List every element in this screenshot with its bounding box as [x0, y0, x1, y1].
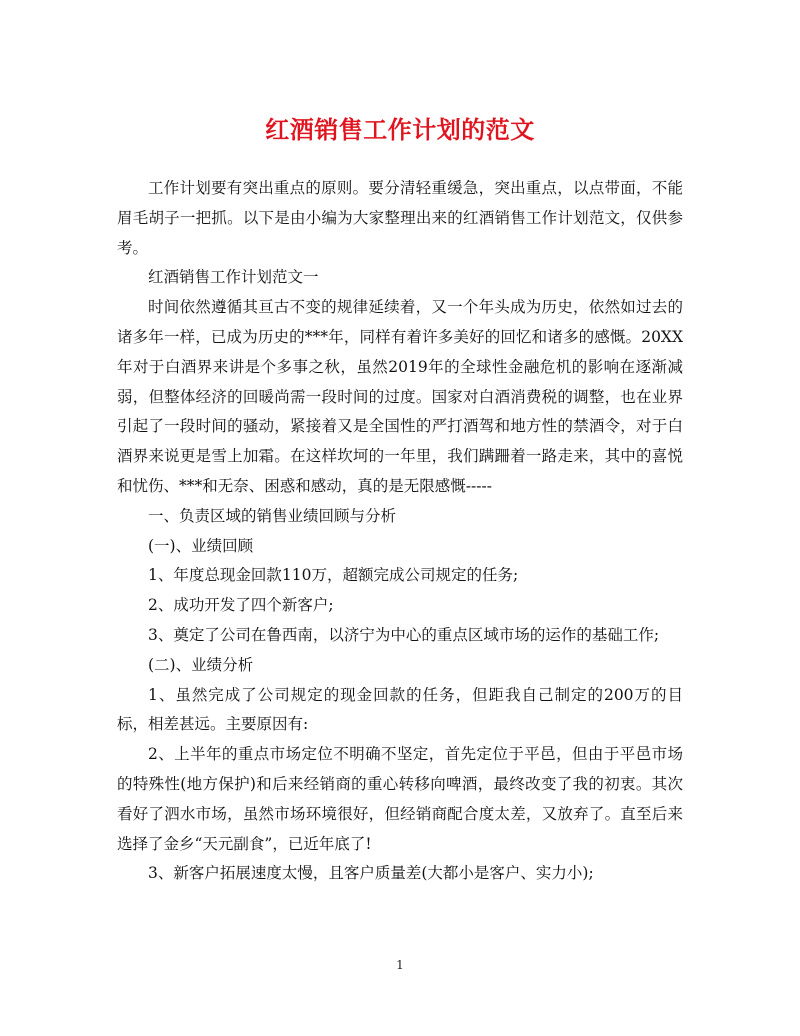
paragraph-subheading-2: (二)、业绩分析	[148, 655, 254, 674]
paragraph-analysis-2: 2、上半年的重点市场定位不明确不坚定，首先定位于平邑，但由于平邑市场的特殊性(地方保护)和后来经销商的重心转移向啤酒，最终改变了我的初衷。其次看好了泗水市场，虽然市场环境很好，但经销商配合度太差，又放弃了。直至后来选择了金乡“天元副食”，已近年底了!	[117, 745, 683, 853]
paragraph-analysis-3: 3、新客户拓展速度太慢，且客户质量差(大都小是客户、实力小);	[148, 864, 594, 883]
paragraph-subheading-1: (一)、业绩回顾	[148, 536, 254, 555]
document-body	[117, 174, 683, 889]
paragraph-item-3: 3、奠定了公司在鲁西南，以济宁为中心的重点区域市场的运作的基础工作;	[148, 625, 660, 644]
paragraph-intro: 工作计划要有突出重点的原则。要分清轻重缓急，突出重点，以点带面，不能眉毛胡子一把抓。以下是由小编为大家整理出来的红酒销售工作计划范文，仅供参考。	[117, 179, 683, 257]
page-number: 1	[396, 958, 404, 972]
paragraph-item-2: 2、成功开发了四个新客户;	[148, 596, 334, 615]
paragraph-review-narrative: 时间依然遵循其亘古不变的规律延续着，又一个年头成为历史，依然如过去的诸多年一样，已成为历史的***年，同样有着许多美好的回忆和诸多的感慨。20XX年对于白酒界来讲是个多事之秋，虽然2019年的全球性金融危机的影响在逐渐减弱，但整体经济的回暖尚需一段时间的过度。国家对白酒消费税的调整，也在业界引起了一段时间的骚动，紧接着又是全国性的严打酒驾和地方性的禁酒令，对于白酒界来说更是雪上加霜。在这样坎坷的一年里，我们蹒跚着一路走来，其中的喜悦和忧伤、***和无奈、困惑和感动，真的是无限感慨-----	[117, 298, 683, 495]
paragraph-analysis-1: 1、虽然完成了公司规定的现金回款的任务，但距我自己制定的200万的目标，相差甚远。主要原因有:	[117, 685, 683, 734]
document-title: 红酒销售工作计划的范文	[265, 115, 535, 144]
paragraph-section-heading: 红酒销售工作计划范文一	[148, 268, 319, 287]
paragraph-item-1: 1、年度总现金回款110万，超额完成公司规定的任务;	[148, 566, 519, 585]
paragraph-heading-1: 一、负责区域的销售业绩回顾与分析	[148, 506, 397, 525]
